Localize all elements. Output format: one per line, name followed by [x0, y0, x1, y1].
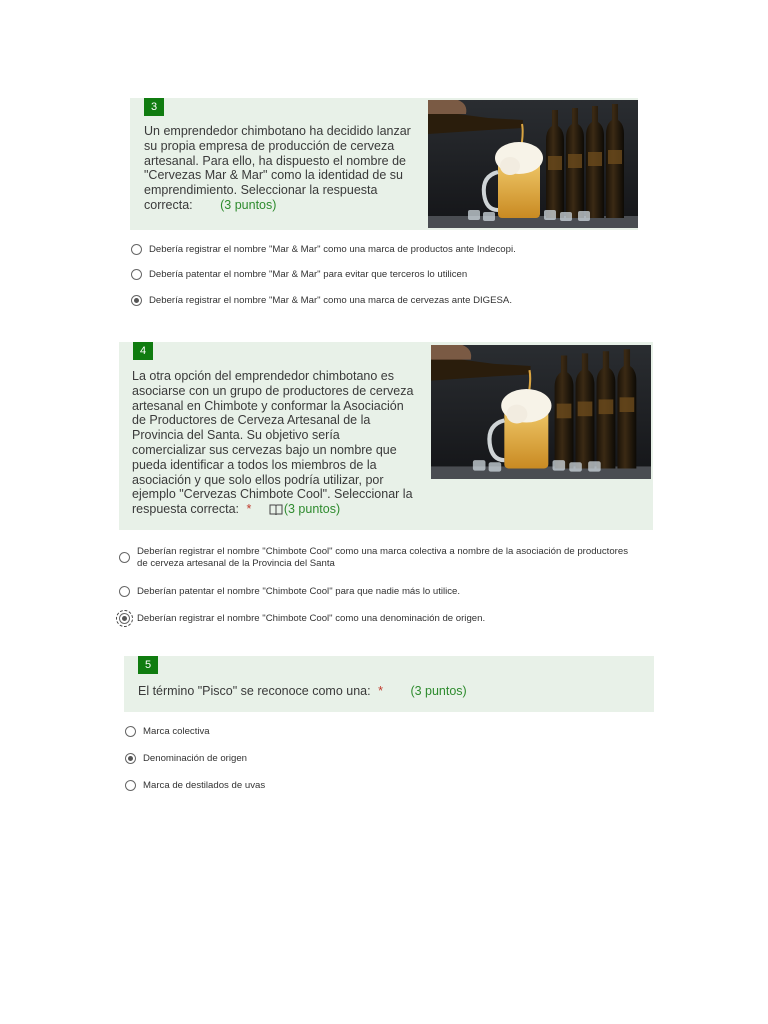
option-label: Deberían registrar el nombre "Chimbote Cool" como una marca colectiva a nombre de la asociación de productores de cerveza artesanal de la Provincia del Santa: [137, 546, 629, 569]
question-text: Un emprendedor chimbotano ha decidido lanzar su propia empresa de producción de cerveza artesanal. Para ello, ha dispuesto el nombre de "Cervezas Mar & Mar" como la identidad de su emprendimiento. Seleccionar la respuesta correcta: (3 puntos): [144, 124, 411, 212]
option-3-1[interactable]: [131, 244, 516, 256]
radio-button[interactable]: [119, 552, 130, 563]
option-label: Denominación de origen: [143, 753, 247, 764]
radio-button[interactable]: [125, 726, 136, 737]
option-4-3[interactable]: [119, 613, 485, 625]
option-label: Debería registrar el nombre "Mar & Mar" como una marca de productos ante Indecopi.: [149, 244, 516, 255]
question-text: La otra opción del emprendedor chimbotano es asociarse con un grupo de productores de cerveza artesanal en Chimbote y conformar la Asociación de Productores de Cerveza Artesanal de la Provincia del Santa. Su objetivo sería comercializar sus cervezas bajo un nombre que pueda identificar a todos los miembros de la asociación y que solo ellos podría utilizar, por ejemplo "Cervezas Chimbote Cool". Seleccionar la respuesta correcta: * (3 puntos): [132, 369, 414, 517]
radio-button[interactable]: [131, 269, 142, 280]
radio-button[interactable]: [131, 244, 142, 255]
radio-button-selected[interactable]: [125, 753, 136, 764]
radio-button-selected[interactable]: [119, 613, 130, 624]
question-text: El término "Pisco" se reconoce como una: * (3 puntos): [138, 684, 467, 698]
question-points: (3 puntos): [283, 502, 341, 517]
option-3-2[interactable]: [131, 269, 467, 281]
radio-button[interactable]: [125, 780, 136, 791]
required-asterisk: *: [378, 684, 383, 698]
option-4-1[interactable]: [119, 546, 639, 570]
option-label: Marca colectiva: [143, 726, 210, 737]
question-points: (3 puntos): [410, 684, 467, 698]
option-label: Deberían registrar el nombre "Chimbote Cool" como una denominación de origen.: [137, 613, 486, 624]
option-5-2[interactable]: [125, 753, 247, 765]
option-label: Deberían patentar el nombre "Chimbote Cool" para que nadie más lo utilice.: [137, 586, 461, 597]
question-number: 3: [144, 98, 164, 116]
question-3-panel: [130, 98, 638, 230]
option-label: Marca de destilados de uvas: [143, 780, 266, 791]
option-5-3[interactable]: [125, 780, 265, 792]
option-label: Debería patentar el nombre "Mar & Mar" para evitar que terceros lo utilicen: [149, 269, 468, 280]
option-4-2[interactable]: [119, 586, 460, 598]
option-5-1[interactable]: [125, 726, 210, 738]
beer-bottles-image: [428, 100, 638, 228]
immersive-reader-icon[interactable]: [269, 504, 283, 516]
question-number: 5: [138, 656, 158, 674]
option-3-3[interactable]: [131, 295, 512, 307]
radio-button-selected[interactable]: [131, 295, 142, 306]
beer-bottles-image: [431, 345, 651, 479]
question-points: (3 puntos): [220, 197, 277, 212]
option-label: Debería registrar el nombre "Mar & Mar" como una marca de cervezas ante DIGESA.: [149, 295, 512, 306]
required-asterisk: *: [246, 502, 252, 517]
radio-button[interactable]: [119, 586, 130, 597]
question-4-panel: [119, 342, 653, 530]
question-number: 4: [133, 342, 153, 360]
question-5-panel: [124, 656, 654, 712]
